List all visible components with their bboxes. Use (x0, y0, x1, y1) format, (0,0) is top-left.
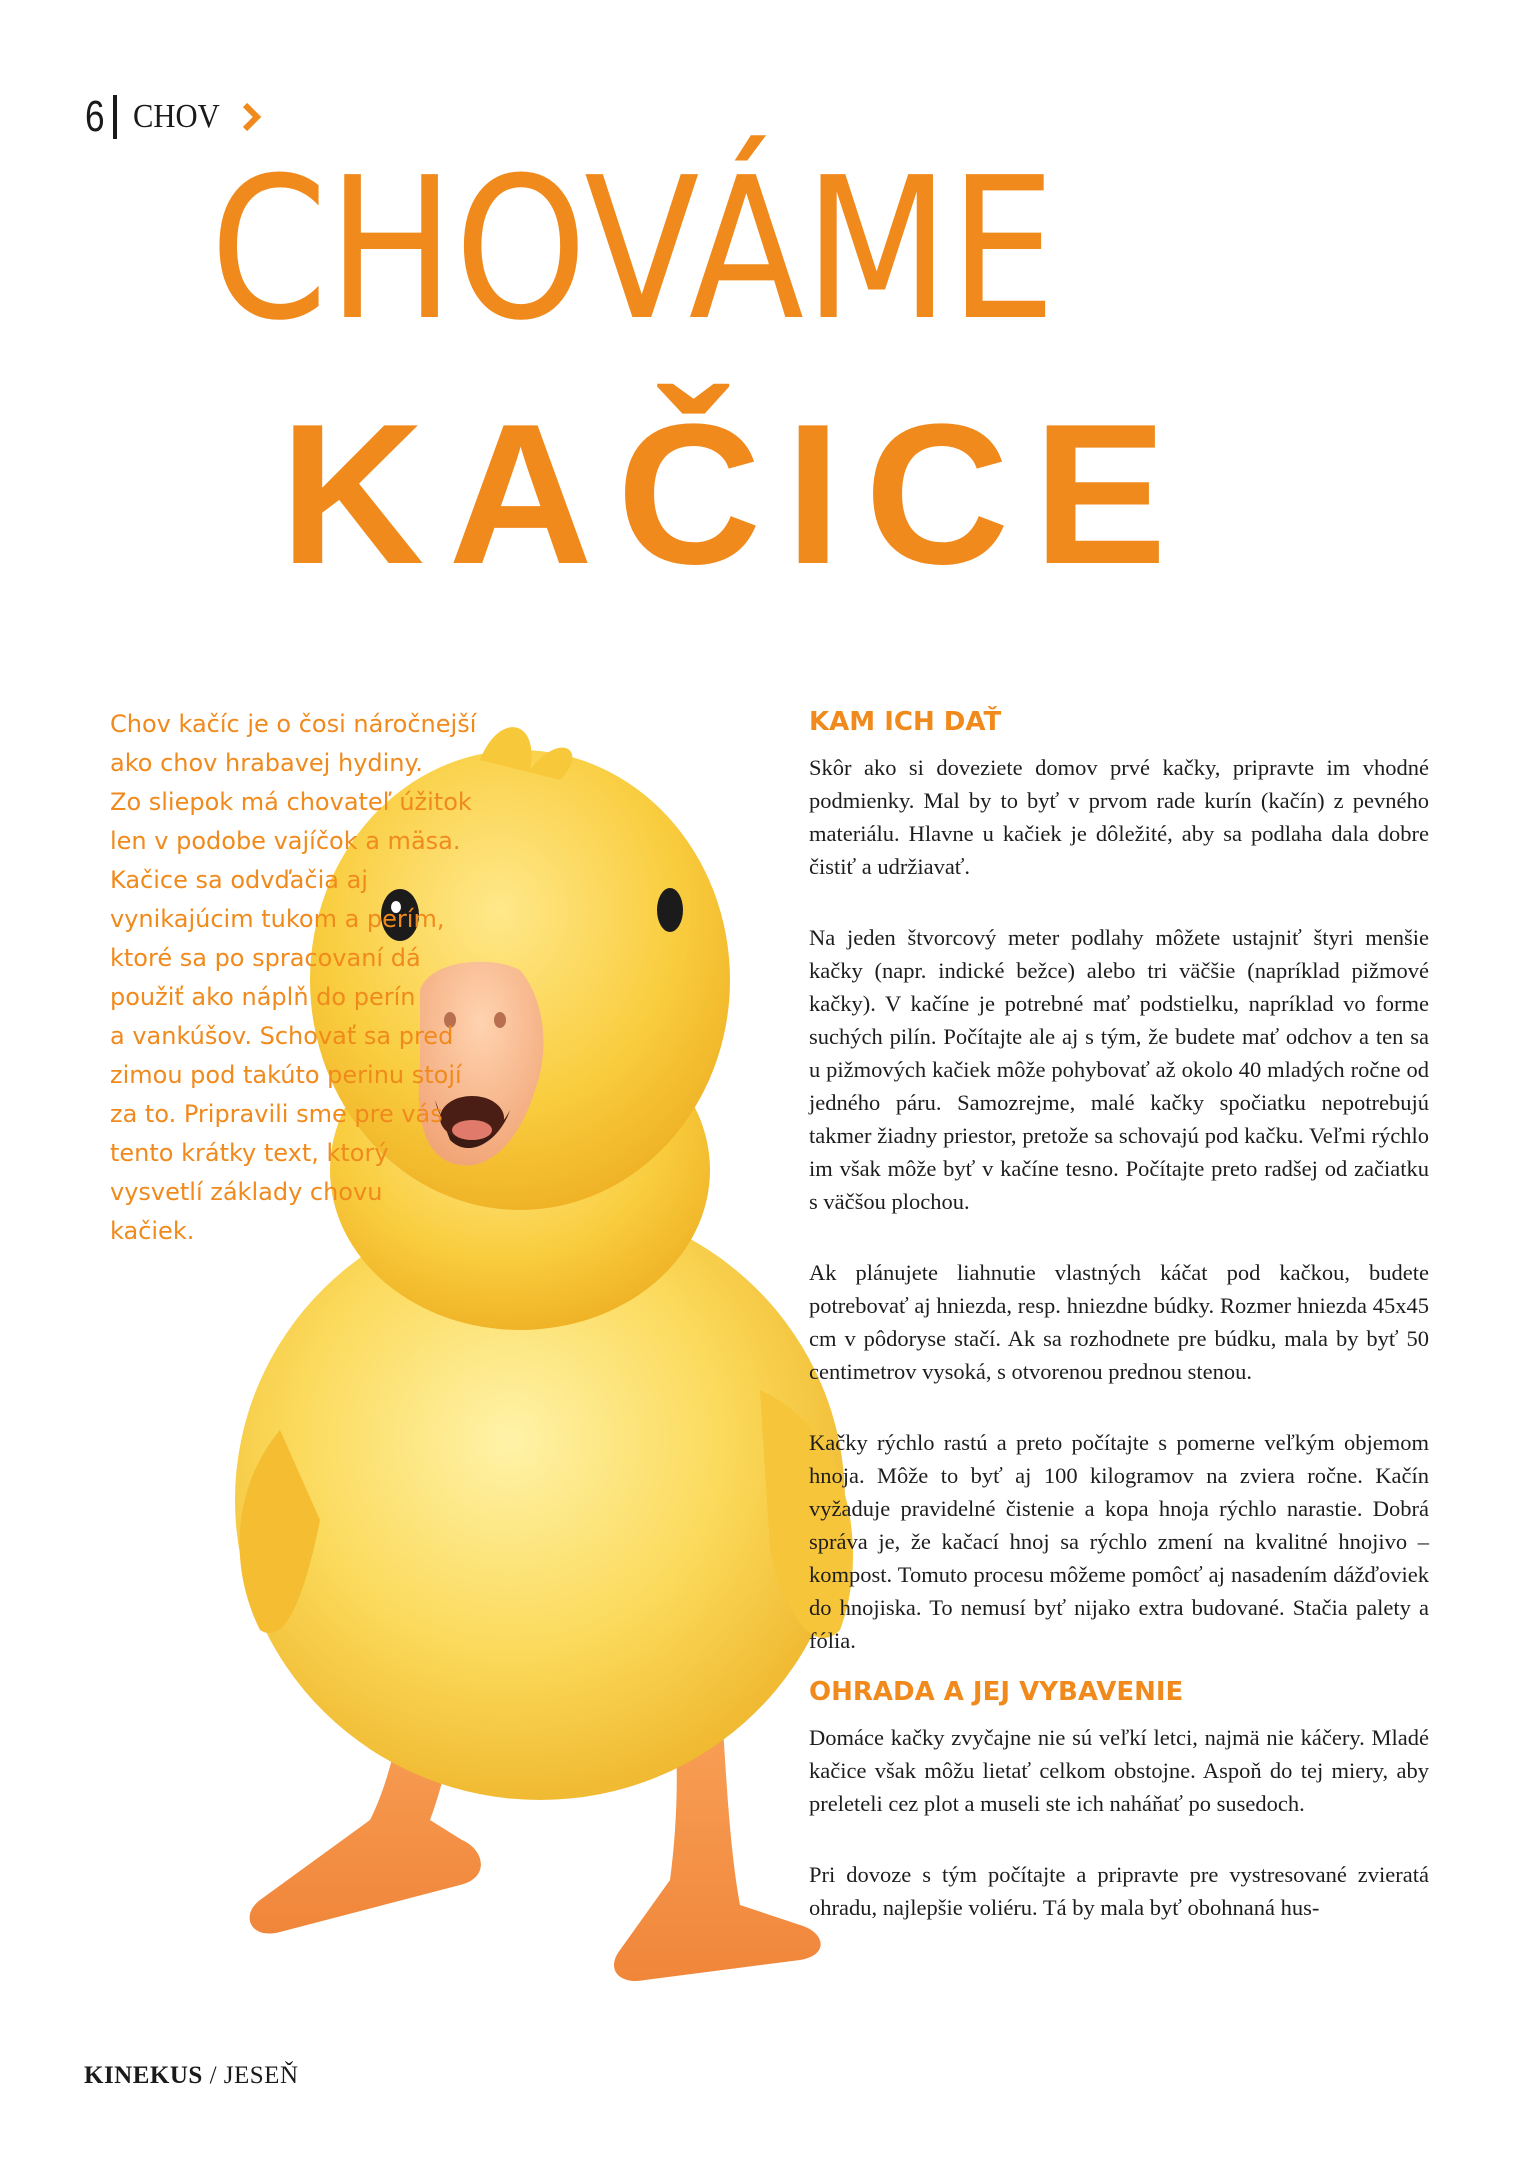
article-paragraph: Domáce kačky zvyčajne nie sú veľkí letci, najmä nie káčery. Mladé kačice však môžu lietať celkom obstojne. Aspoň do tej miery, aby preleteli cez plot a museli ste ich naháňať po susedoch. (809, 1725, 1429, 1816)
intro-text (110, 705, 510, 1251)
article-paragraph: Skôr ako si doveziete domov prvé kačky, pripravte im vhodné podmienky. Mal by to byť v prvom rade kurín (kačín) z pevného materiálu. Hlavne u kačiek je dôležité, aby sa podlaha dala dobre čistiť a udržiavať. (809, 755, 1429, 879)
intro-line: kačiek. (110, 1217, 195, 1245)
intro-line: za to. Pripravili sme pre vás (110, 1100, 443, 1128)
footer-separator: / (209, 2062, 218, 2089)
article-paragraph: Ak plánujete liahnutie vlastných káčat pod kačkou, budete potrebovať aj hniezda, resp. hniezdne búdky. Rozmer hniezda 45x45 cm v pôdoryse stačí. Ak sa rozhodnete pre búdku, mala by byť 50 centimetrov vysoká, s otvorenou prednou stenou. (809, 1260, 1429, 1384)
intro-line: len v podobe vajíčok a mäsa. (110, 827, 461, 855)
page-footer (84, 2062, 299, 2090)
intro-line: ako chov hrabavej hydiny. (110, 749, 423, 777)
intro-line: tento krátky text, ktorý (110, 1139, 389, 1167)
article-paragraph: Pri dovoze s tým počítajte a pripravte pre vystresované zvieratá ohradu, najlepšie voliéru. Tá by mala byť obohnaná hus- (809, 1862, 1429, 1920)
intro-line: vysvetlí základy chovu (110, 1178, 383, 1206)
section-label: CHOV (133, 98, 221, 135)
chevron-right-icon (242, 103, 262, 131)
header-divider (113, 95, 117, 139)
intro-line: použiť ako náplň do perín (110, 983, 416, 1011)
page-number: 6 (85, 92, 105, 141)
intro-line: Zo sliepok má chovateľ úžitok (110, 788, 472, 816)
intro-line: Chov kačíc je o čosi náročnejší (110, 710, 477, 738)
article-paragraph: Na jeden štvorcový meter podlahy môžete ustajniť štyri menšie kačky (napr. indické bežce) alebo tri väčšie (napríklad pižmové kačky). V kačíne je potrebné mať podstielku, napríklad vo forme suchých pilín. Počítajte ale aj s tým, že budete mať odchov a ten sa u pižmových kačiek môže pohybovať až okolo 40 mladých ročne od jedného páru. Samozrejme, malé kačky spočiatku nepotrebujú takmer žiadny priestor, pretože sa schovajú pod kačku. Veľmi rýchlo im však môže byť v kačíne tesno. Počítajte preto radšej od začiatku s väčšou plochou. (809, 925, 1429, 1214)
intro-line: vynikajúcim tukom a perím, (110, 905, 445, 933)
intro-line: a vankúšov. Schovať sa pred (110, 1022, 454, 1050)
article-paragraph: Kačky rýchlo rastú a preto počítajte s pomerne veľkým objemom hnoja. Môže to byť aj 100 kilogramov na zviera ročne. Kačín vyžaduje pravidelné čistenie a kopa hnoja rýchlo narastie. Dobrá správa je, že kačací hnoj sa rýchlo zmení na kvalitné hnojivo – kompost. Tomuto procesu môžeme pomôcť aj nasadením dážďoviek do hnojiska. To nemusí byť nijako extra budované. Stačia palety a fólia. (809, 1430, 1429, 1653)
issue-name: JESEŇ (223, 2062, 299, 2089)
title-line-2: KAČICE (280, 383, 1191, 606)
title-line-1: CHOVÁME (210, 136, 1056, 364)
intro-line: ktoré sa po spracovaní dá (110, 944, 421, 972)
section-heading-ohrada: OHRADA A JEJ VYBAVENIE (809, 1677, 1184, 1707)
section-heading-kam-ich-dat: KAM ICH DAŤ (809, 707, 1002, 737)
page-header (85, 92, 262, 142)
intro-line: zimou pod takúto perinu stojí (110, 1061, 462, 1089)
article-column (809, 705, 1429, 1962)
intro-line: Kačice sa odvďačia aj (110, 866, 368, 894)
publication-name: KINEKUS (84, 2062, 203, 2089)
